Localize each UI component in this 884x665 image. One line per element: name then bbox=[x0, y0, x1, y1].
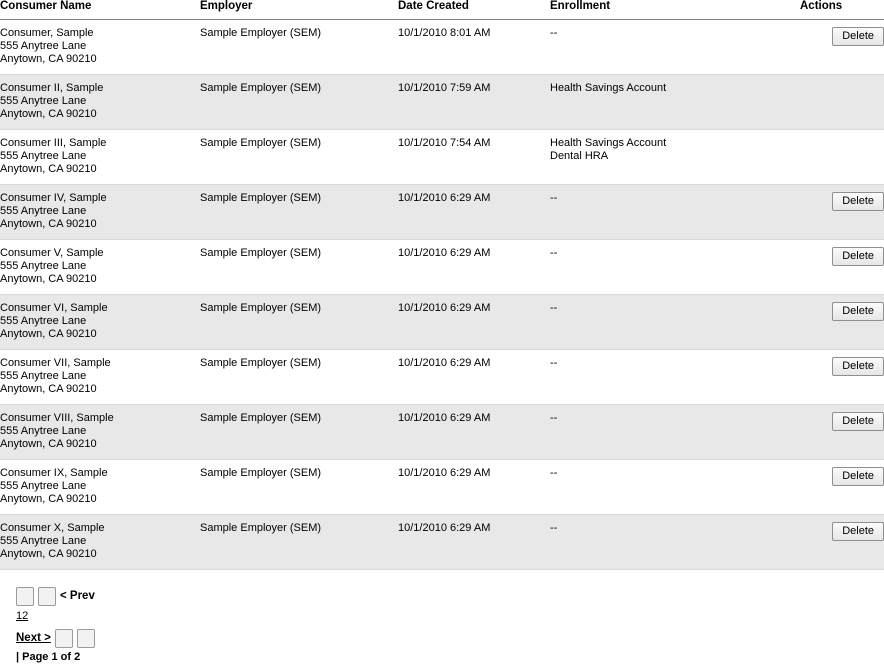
consumer-address-line2: Anytown, CA 90210 bbox=[0, 218, 97, 230]
consumer-address-line2: Anytown, CA 90210 bbox=[0, 383, 97, 395]
table-body bbox=[0, 20, 884, 570]
column-header-consumer-name: Consumer Name bbox=[0, 0, 200, 20]
consumer-address-line2: Anytown, CA 90210 bbox=[0, 53, 97, 65]
cell-enrollment bbox=[550, 130, 800, 185]
cell-actions bbox=[800, 405, 884, 460]
page-number-links bbox=[16, 608, 884, 624]
cell-consumer-name bbox=[0, 20, 200, 75]
cell-enrollment bbox=[550, 75, 800, 130]
enrollment-item: -- bbox=[550, 467, 558, 479]
consumer-name-text: Consumer V, Sample bbox=[0, 247, 104, 259]
pagination bbox=[0, 586, 884, 665]
consumer-address-line1: 555 Anytree Lane bbox=[0, 425, 87, 437]
pagination-next-row bbox=[16, 628, 884, 648]
cell-date-created: 10/1/2010 6:29 AM bbox=[398, 405, 550, 460]
consumer-address-line2: Anytown, CA 90210 bbox=[0, 163, 97, 175]
cell-date-created: 10/1/2010 6:29 AM bbox=[398, 460, 550, 515]
cell-date-created: 10/1/2010 7:54 AM bbox=[398, 130, 550, 185]
consumer-address-line1: 555 Anytree Lane bbox=[0, 40, 87, 52]
cell-consumer-name bbox=[0, 240, 200, 295]
consumer-address-line1: 555 Anytree Lane bbox=[0, 205, 87, 217]
cell-consumer-name bbox=[0, 75, 200, 130]
consumer-name-text: Consumer VIII, Sample bbox=[0, 412, 114, 424]
delete-button[interactable]: Delete bbox=[832, 247, 884, 266]
table-row bbox=[0, 185, 884, 240]
cell-date-created: 10/1/2010 6:29 AM bbox=[398, 515, 550, 570]
cell-actions bbox=[800, 75, 884, 130]
enrollment-item: -- bbox=[550, 302, 558, 314]
enrollment-item: -- bbox=[550, 192, 558, 204]
cell-actions bbox=[800, 515, 884, 570]
missing-image-icon bbox=[16, 587, 34, 606]
table-row bbox=[0, 405, 884, 460]
cell-employer: Sample Employer (SEM) bbox=[200, 350, 398, 405]
cell-actions bbox=[800, 185, 884, 240]
cell-employer: Sample Employer (SEM) bbox=[200, 75, 398, 130]
enrollment-item: Health Savings Account bbox=[550, 137, 667, 149]
cell-enrollment bbox=[550, 240, 800, 295]
column-header-enrollment: Enrollment bbox=[550, 0, 800, 20]
cell-employer: Sample Employer (SEM) bbox=[200, 405, 398, 460]
table-row bbox=[0, 240, 884, 295]
cell-enrollment bbox=[550, 460, 800, 515]
cell-enrollment bbox=[550, 185, 800, 240]
cell-enrollment bbox=[550, 405, 800, 460]
table-header-row bbox=[0, 0, 884, 20]
consumer-name-text: Consumer X, Sample bbox=[0, 522, 105, 534]
delete-button[interactable]: Delete bbox=[832, 467, 884, 486]
consumer-address-line2: Anytown, CA 90210 bbox=[0, 108, 97, 120]
cell-employer: Sample Employer (SEM) bbox=[200, 20, 398, 75]
cell-consumer-name bbox=[0, 350, 200, 405]
table-row bbox=[0, 130, 884, 185]
consumer-address-line1: 555 Anytree Lane bbox=[0, 480, 87, 492]
cell-consumer-name bbox=[0, 130, 200, 185]
table-row bbox=[0, 295, 884, 350]
consumer-name-text: Consumer VI, Sample bbox=[0, 302, 108, 314]
delete-button[interactable]: Delete bbox=[832, 357, 884, 376]
cell-actions bbox=[800, 460, 884, 515]
column-header-actions: Actions bbox=[800, 0, 884, 20]
cell-consumer-name bbox=[0, 295, 200, 350]
cell-date-created: 10/1/2010 6:29 AM bbox=[398, 240, 550, 295]
cell-employer: Sample Employer (SEM) bbox=[200, 240, 398, 295]
delete-button[interactable]: Delete bbox=[832, 192, 884, 211]
consumer-name-text: Consumer VII, Sample bbox=[0, 357, 111, 369]
table-row bbox=[0, 20, 884, 75]
cell-consumer-name bbox=[0, 185, 200, 240]
enrollment-item: -- bbox=[550, 522, 558, 534]
enrollment-item: -- bbox=[550, 247, 558, 259]
cell-employer: Sample Employer (SEM) bbox=[200, 515, 398, 570]
cell-actions bbox=[800, 130, 884, 185]
delete-button[interactable]: Delete bbox=[832, 27, 884, 46]
page-link-2[interactable]: 2 bbox=[22, 610, 29, 622]
missing-image-icon bbox=[38, 587, 56, 606]
delete-button[interactable]: Delete bbox=[832, 412, 884, 431]
cell-actions bbox=[800, 240, 884, 295]
cell-actions bbox=[800, 20, 884, 75]
cell-enrollment bbox=[550, 515, 800, 570]
cell-date-created: 10/1/2010 6:29 AM bbox=[398, 295, 550, 350]
consumer-address-line1: 555 Anytree Lane bbox=[0, 315, 87, 327]
missing-image-icon bbox=[77, 629, 95, 648]
cell-actions bbox=[800, 295, 884, 350]
enrollment-item: -- bbox=[550, 357, 558, 369]
consumer-name-text: Consumer IX, Sample bbox=[0, 467, 108, 479]
enrollment-item: -- bbox=[550, 27, 558, 39]
consumer-address-line1: 555 Anytree Lane bbox=[0, 95, 87, 107]
consumer-address-line1: 555 Anytree Lane bbox=[0, 260, 87, 272]
consumer-address-line2: Anytown, CA 90210 bbox=[0, 548, 97, 560]
cell-consumer-name bbox=[0, 460, 200, 515]
table-row bbox=[0, 350, 884, 405]
consumer-name-text: Consumer III, Sample bbox=[0, 137, 107, 149]
cell-date-created: 10/1/2010 6:29 AM bbox=[398, 185, 550, 240]
page-info-text: | Page 1 of 2 bbox=[16, 651, 81, 663]
consumer-address-line2: Anytown, CA 90210 bbox=[0, 493, 97, 505]
consumer-address-line1: 555 Anytree Lane bbox=[0, 150, 87, 162]
consumer-address-line2: Anytown, CA 90210 bbox=[0, 328, 97, 340]
page-link-1[interactable]: 1 bbox=[16, 610, 23, 622]
cell-date-created: 10/1/2010 7:59 AM bbox=[398, 75, 550, 130]
consumer-name-text: Consumer, Sample bbox=[0, 27, 94, 39]
next-page-link[interactable]: Next > bbox=[16, 632, 51, 644]
cell-consumer-name bbox=[0, 515, 200, 570]
delete-button[interactable]: Delete bbox=[832, 522, 884, 541]
consumer-address-line1: 555 Anytree Lane bbox=[0, 370, 87, 382]
consumer-name-text: Consumer IV, Sample bbox=[0, 192, 107, 204]
cell-actions bbox=[800, 350, 884, 405]
table-row bbox=[0, 515, 884, 570]
consumer-address-line2: Anytown, CA 90210 bbox=[0, 438, 97, 450]
enrollment-item: Health Savings Account bbox=[550, 82, 667, 94]
consumer-address-line2: Anytown, CA 90210 bbox=[0, 273, 97, 285]
column-header-employer: Employer bbox=[200, 0, 398, 20]
cell-enrollment bbox=[550, 20, 800, 75]
cell-employer: Sample Employer (SEM) bbox=[200, 185, 398, 240]
cell-employer: Sample Employer (SEM) bbox=[200, 130, 398, 185]
cell-consumer-name bbox=[0, 405, 200, 460]
table-row bbox=[0, 75, 884, 130]
column-header-date-created: Date Created bbox=[398, 0, 550, 20]
delete-button[interactable]: Delete bbox=[832, 302, 884, 321]
cell-enrollment bbox=[550, 295, 800, 350]
prev-page-link[interactable]: < Prev bbox=[60, 590, 95, 602]
cell-enrollment bbox=[550, 350, 800, 405]
consumer-name-text: Consumer II, Sample bbox=[0, 82, 104, 94]
missing-image-icon bbox=[55, 629, 73, 648]
cell-employer: Sample Employer (SEM) bbox=[200, 460, 398, 515]
table-row bbox=[0, 460, 884, 515]
cell-date-created: 10/1/2010 8:01 AM bbox=[398, 20, 550, 75]
pagination-prev-row bbox=[16, 586, 884, 606]
enrollment-item: Dental HRA bbox=[550, 150, 609, 162]
cell-date-created: 10/1/2010 6:29 AM bbox=[398, 350, 550, 405]
consumer-address-line1: 555 Anytree Lane bbox=[0, 535, 87, 547]
table-header bbox=[0, 0, 884, 20]
cell-employer: Sample Employer (SEM) bbox=[200, 295, 398, 350]
enrollment-item: -- bbox=[550, 412, 558, 424]
